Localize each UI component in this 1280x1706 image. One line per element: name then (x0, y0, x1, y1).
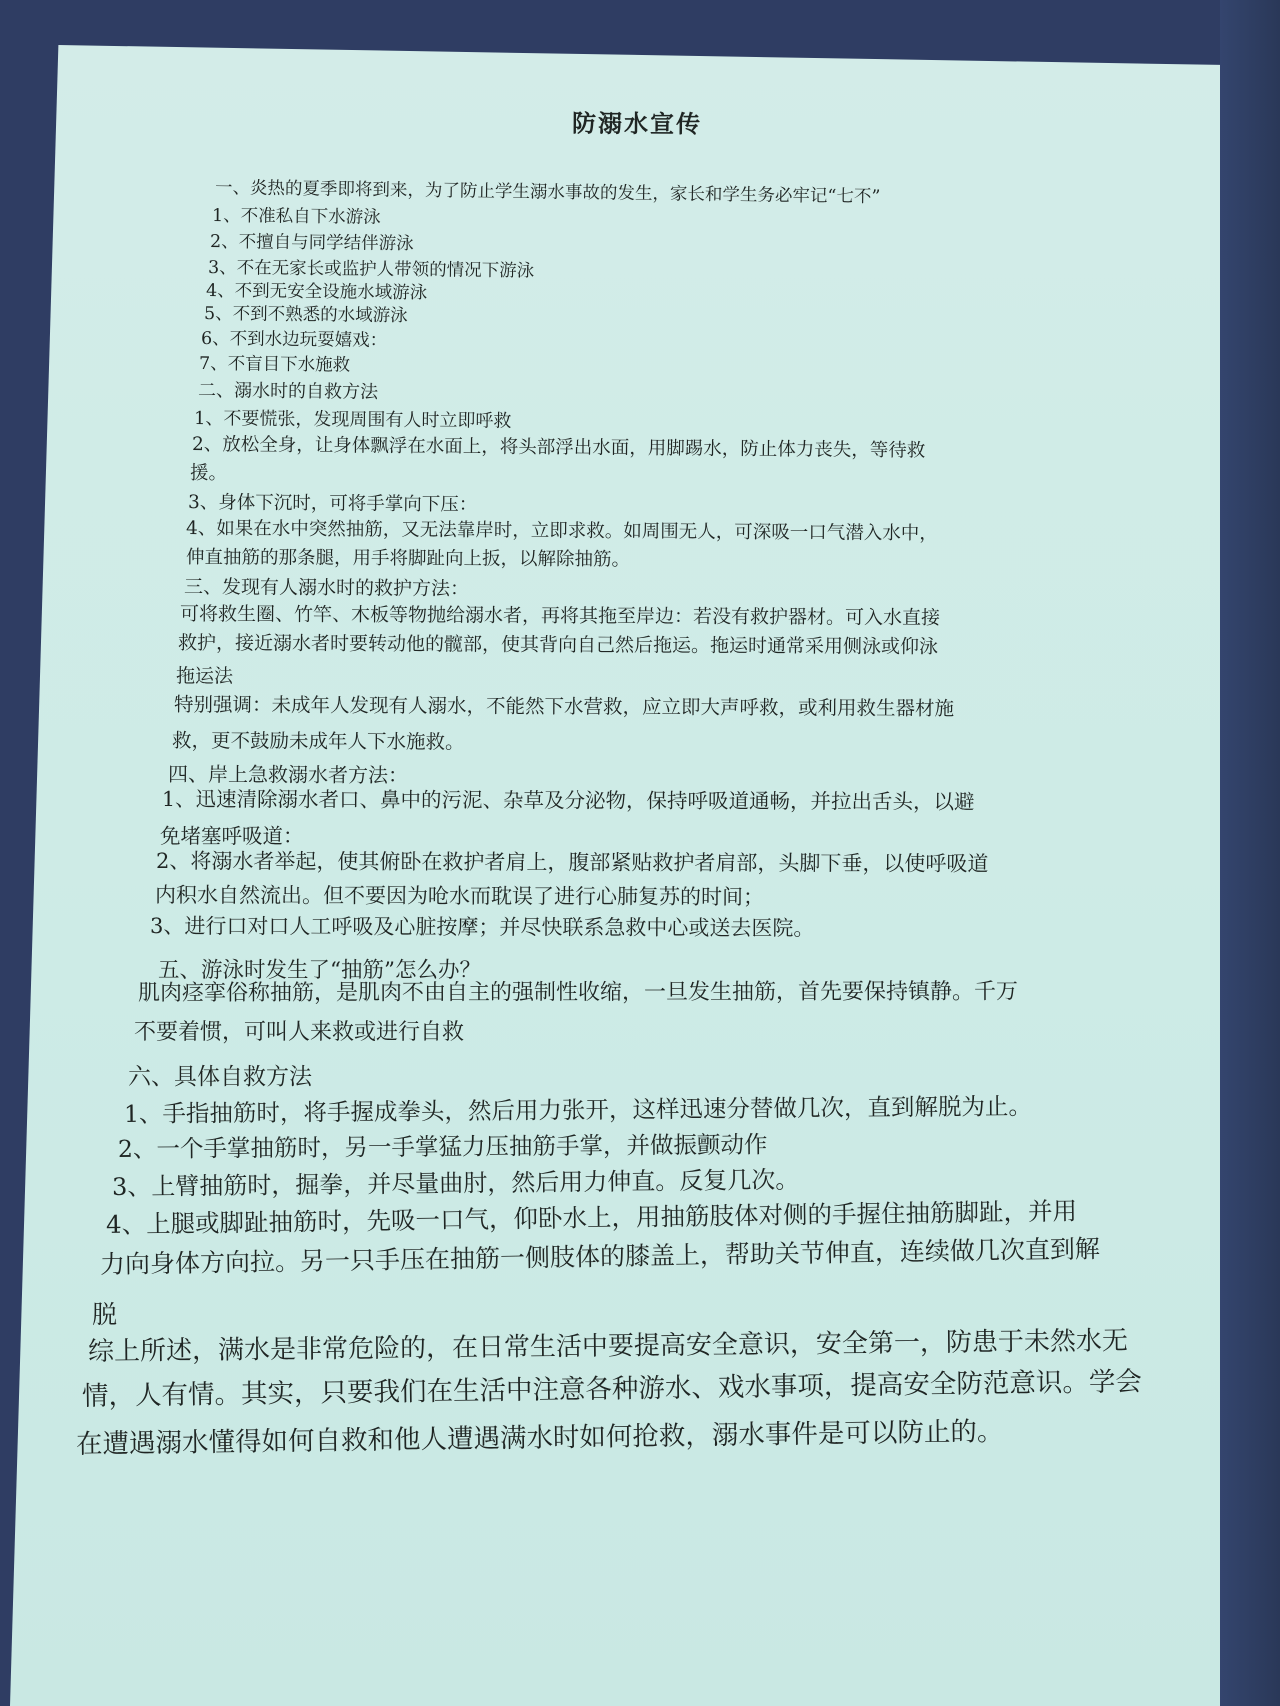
document-line: 四、岸上急救溺水者方法： (167, 762, 409, 788)
document-line: 援。 (190, 463, 228, 484)
document-line: 力向身体方向拉。另一只手压在抽筋一侧肢体的膝盖上，帮助关节伸直，连续做几次直到解 (99, 1234, 1101, 1279)
document-line: 2、一个手掌抽筋时，另一手掌猛力压抽筋手掌，并做振颤动作 (117, 1130, 768, 1163)
document-line: 不要着惯，可叫人来救或进行自救 (134, 1020, 465, 1045)
document-line: 1、迅速清除溺水者口、鼻中的污泥、杂草及分泌物，保持呼吸道通畅，并拉出舌头，以避 (161, 787, 975, 814)
document-line: 5、不到不熟悉的水域游泳 (203, 304, 408, 327)
document-line: 2、将溺水者举起，使其俯卧在救护者肩上，腹部紧贴救护者肩部，头脚下垂，以使呼吸道 (155, 849, 989, 876)
document-line: 2、不擅自与同学结伴游泳 (209, 232, 414, 255)
document-line: 4、上腿或脚趾抽筋时，先吸一口气，仰卧水上，用抽筋肢体对侧的手握住抽筋脚趾，并用 (105, 1196, 1078, 1239)
document-line: 伸直抽筋的那条腿，用手将脚趾向上扳，以解除抽筋。 (185, 547, 631, 571)
document-line: 6、不到水边玩耍嬉戏： (200, 329, 388, 351)
document-line: 肌肉痉挛俗称抽筋，是肌肉不由自主的强制性收缩，一旦发生抽筋，首先要保持镇静。千万 (137, 979, 1019, 1006)
document-line: 可将救生圈、竹竿、木板等物抛给溺水者，再将其拖至岸边：若没有救护器材。可入水直接 (179, 603, 941, 629)
document-line: 救，更不鼓励未成年人下水施救。 (171, 729, 465, 754)
document-line: 在遭遇溺水懂得如何自救和他人遭遇满水时如何抢救，溺水事件是可以防止的。 (75, 1416, 1004, 1460)
document-title: 防溺水宣传 (571, 108, 703, 139)
document-line: 二、溺水时的自救方法 (197, 380, 379, 403)
document-line: 特别强调：未成年人发现有人溺水，不能然下水营救，应立即大声呼救，或利用救生器材施 (173, 693, 955, 721)
document-line: 内积水自然流出。但不要因为呛水而耽误了进行心肺复苏的时间； (154, 883, 765, 910)
document-line: 4、如果在水中突然抽筋，又无法靠岸时，立即求救。如周围无人，可深吸一口气潜入水中， (185, 518, 938, 545)
document-line: 3、不在无家长或监护人带领的情况下游泳 (207, 258, 535, 282)
document-line: 综上所述，满水是非常危险的，在日常生活中要提高安全意识，安全第一，防患于未然水无 (87, 1326, 1129, 1367)
document-line: 2、放松全身，让身体飘浮在水面上，将头部浮出水面，用脚踢水，防止体力丧失，等待救 (191, 434, 926, 462)
document-line: 五、游泳时发生了“抽筋”怎么办？ (158, 958, 481, 983)
document-line: 脱 (92, 1300, 118, 1329)
document-line: 3、上臂抽筋时，掘拳，并尽量曲肘，然后用力伸直。反复几次。 (111, 1165, 800, 1201)
document-line: 4、不到无安全设施水域游泳 (205, 281, 428, 304)
document-line: 六、具体自救方法 (128, 1064, 312, 1090)
document-line: 拖运法 (176, 665, 234, 687)
document-line: 1、手指抽筋时，将手握成拳头，然后用力张开，这样迅速分替做几次，直到解脱为止。 (123, 1092, 1033, 1128)
document-line: 1、不准私自下水游泳 (211, 206, 381, 228)
document-line: 一、炎热的夏季即将到来，为了防止学生溺水事故的发生，家长和学生务必牢记“七不” (214, 178, 881, 208)
document-line: 三、发现有人溺水时的救护方法： (183, 576, 470, 600)
document-line: 7、不盲目下水施救 (198, 354, 351, 376)
document-line: 1、不要慌张，发现周围有人时立即呼救 (193, 408, 512, 432)
document-line: 情，人有情。其实，只要我们在生活中注意各种游水、戏水事项，提高安全防范意识。学会 (81, 1366, 1143, 1412)
document-line: 3、进行口对口人工呼吸及心脏按摩；并尽快联系急救中心或送去医院。 (149, 914, 815, 941)
document-line: 3、身体下沉时，可将手掌向下压： (187, 492, 478, 516)
document-line: 免堵塞呼吸道： (160, 824, 304, 848)
document-line: 救护，接近溺水者时要转动他的髋部，使其背向自己然后拖运。拖运时通常采用侧泳或仰泳 (177, 632, 939, 658)
